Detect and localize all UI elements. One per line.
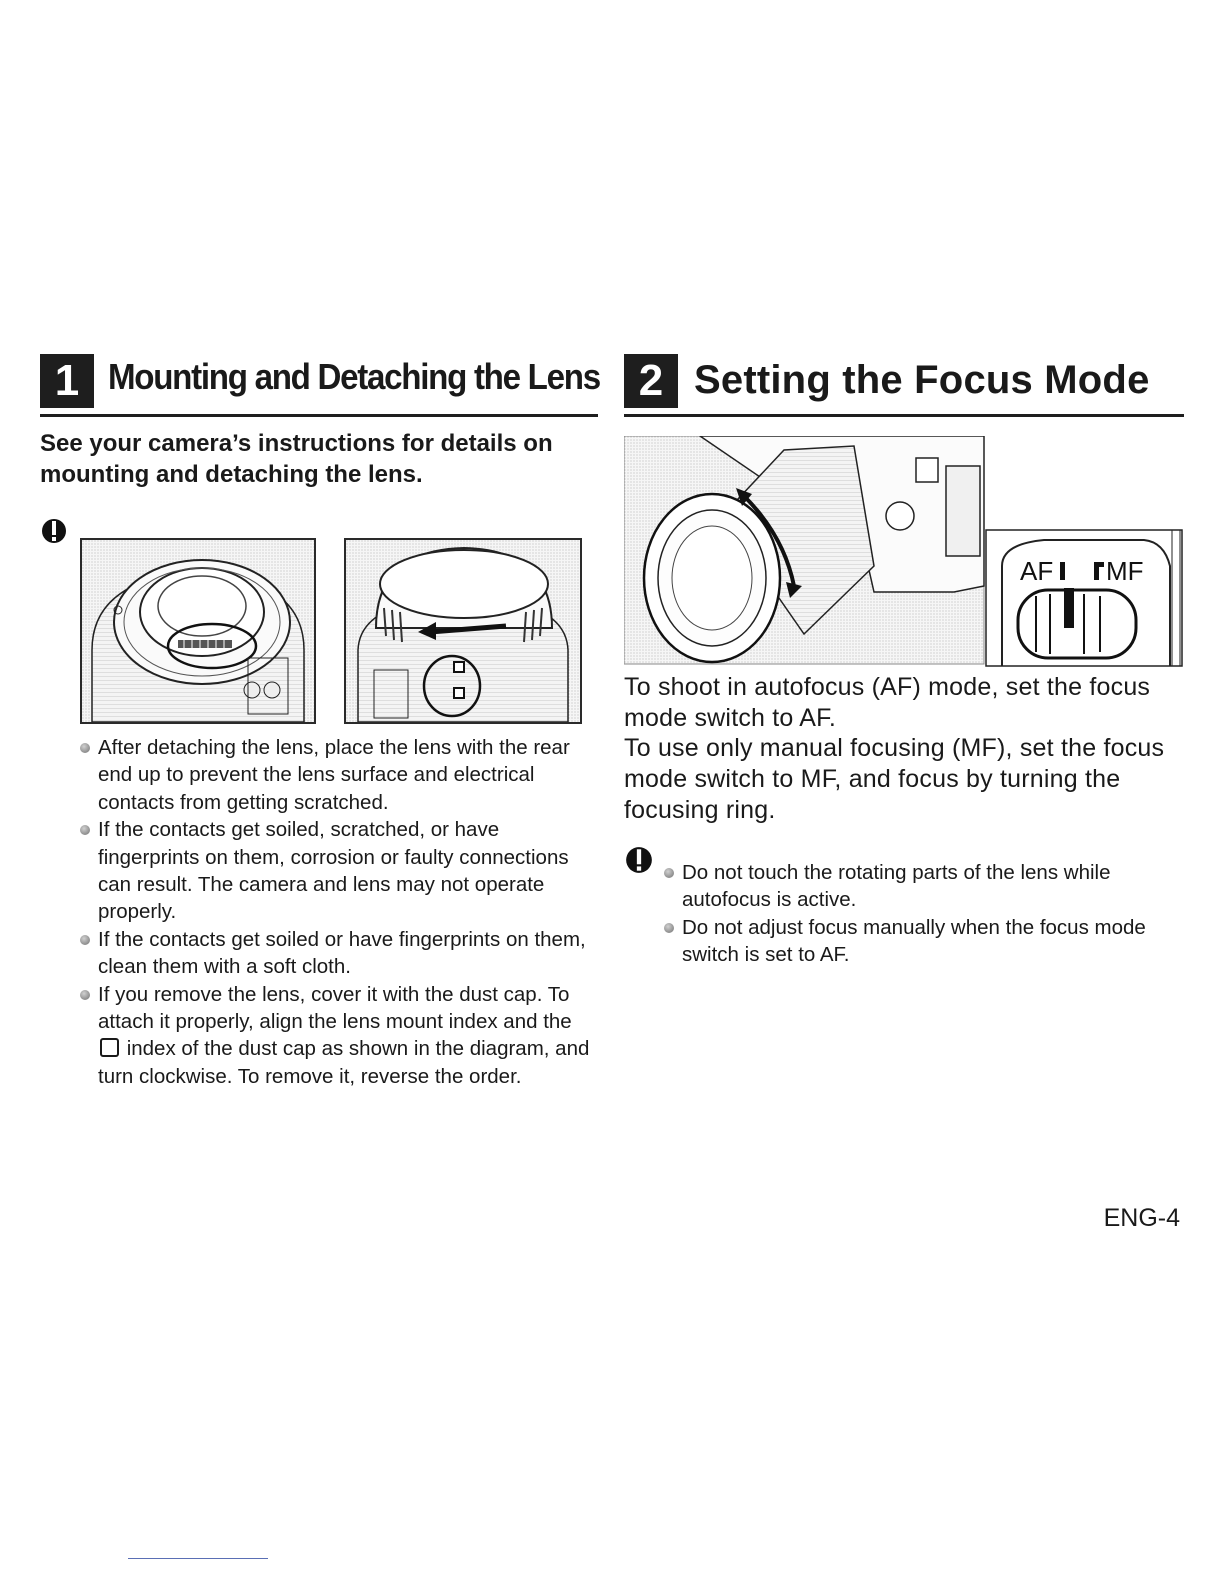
bullet-dot-icon — [80, 743, 90, 753]
list-item-text: index of the dust cap as shown in the diagram, and turn clockwise. To remove it, reverse the order. — [98, 1037, 590, 1088]
dust-cap-illustration — [344, 538, 582, 724]
list-item-text: Do not touch the rotating parts of the lens while autofocus is active. — [682, 861, 1111, 912]
bullet-dot-icon — [664, 923, 674, 933]
dust-cap-index-icon — [100, 1038, 119, 1057]
section-number-badge: 1 — [40, 354, 94, 408]
bullet-dot-icon — [80, 825, 90, 835]
list-item-text: After detaching the lens, place the lens with the rear end up to prevent the lens surface and electrical contacts from getting scratched. — [98, 736, 570, 814]
page-number: ENG-4 — [1103, 1204, 1180, 1232]
section-title: Mounting and Detaching the Lens — [108, 356, 600, 397]
autofocus-paragraph: To shoot in autofocus (AF) mode, set the focus mode switch to AF. — [624, 673, 1151, 732]
caution-icon — [40, 517, 68, 550]
list-item-text: If you remove the lens, cover it with the dust cap. To attach it properly, align the lens mount index and the — [98, 982, 572, 1034]
list-item — [80, 926, 590, 981]
focus-caution-bullet-list — [664, 859, 1164, 969]
list-item-text: If the contacts get soiled, scratched, or have fingerprints on them, corrosion or faulty connections can result. The camera and lens may not operate properly. — [98, 818, 569, 924]
manual-focus-paragraph: To use only manual focusing (MF), set the focus mode switch to MF, and focus by turning the focusing ring. — [624, 734, 1165, 824]
mf-switch-label: MF — [1106, 556, 1144, 586]
section-number-badge: 2 — [624, 354, 678, 408]
focus-mode-switch-illustration — [624, 436, 1184, 668]
caution-icon — [624, 845, 654, 880]
section-title: Setting the Focus Mode — [694, 358, 1150, 402]
list-item — [664, 859, 1164, 914]
footer-rule — [128, 1558, 268, 1559]
bullet-dot-icon — [80, 935, 90, 945]
section-divider — [40, 414, 598, 417]
bullet-dot-icon — [664, 868, 674, 878]
section-divider — [624, 414, 1184, 417]
section-lead-text: See your camera’s instructions for details on mounting and detaching the lens. — [40, 430, 553, 488]
lens-rear-mount-illustration — [80, 538, 316, 724]
af-switch-label: AF — [1020, 556, 1054, 586]
list-item-text: If the contacts get soiled or have fingerprints on them, clean them with a soft cloth. — [98, 927, 586, 979]
list-item-text: Do not adjust focus manually when the focus mode switch is set to AF. — [682, 915, 1146, 967]
list-item — [80, 981, 590, 1091]
lens-care-bullet-list — [80, 734, 590, 1090]
list-item — [80, 816, 590, 926]
list-item — [664, 914, 1164, 969]
bullet-dot-icon — [80, 990, 90, 1000]
list-item — [80, 734, 590, 816]
